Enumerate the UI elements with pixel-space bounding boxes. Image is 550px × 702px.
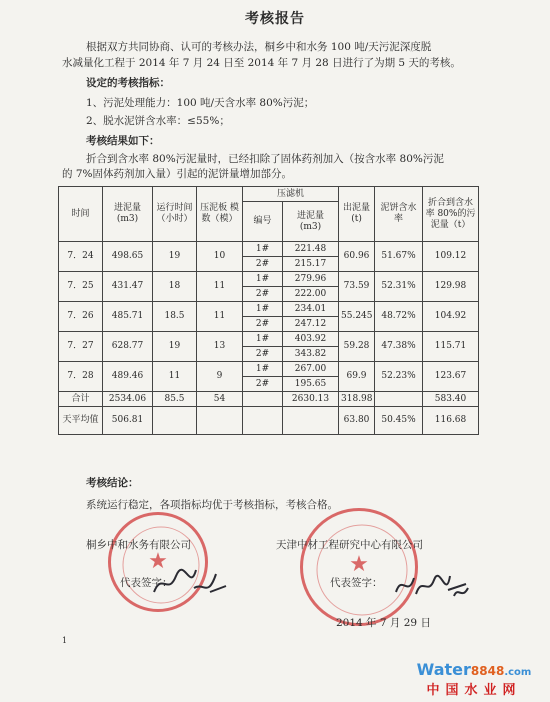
cell-press-no: 2# — [243, 257, 283, 272]
cell-press-no: 2# — [243, 317, 283, 332]
cell-total-label: 合计 — [59, 392, 103, 407]
watermark-number: 8848 — [470, 664, 505, 678]
cell-runtime: 19 — [153, 242, 197, 272]
cell-moisture: 52.31% — [375, 272, 423, 302]
conclusion-text: 系统运行稳定，各项指标均优于考核指标，考核合格。 — [86, 499, 338, 511]
table-row — [59, 242, 479, 257]
cell-average-converted: 116.68 — [423, 407, 479, 435]
cell-sludge: 489.46 — [103, 362, 153, 392]
header-moisture: 泥饼含水率 — [375, 187, 423, 242]
right-rep-label: 代表签字： — [330, 577, 383, 589]
conclusion-heading: 考核结论： — [86, 477, 139, 489]
cell-total-press-sludge: 2630.13 — [283, 392, 339, 407]
intro-line-1: 根据双方共同协商、认可的考核办法，桐乡中和水务 100 吨/天污泥深度脱 — [86, 41, 432, 53]
cell-empty — [153, 407, 197, 435]
page-number: 1 — [62, 636, 68, 645]
watermark-cn: 中国水业网 — [426, 683, 522, 698]
cell-press-sludge: 267.00 — [283, 362, 339, 377]
cell-total-converted: 583.40 — [423, 392, 479, 407]
left-signature-icon — [150, 562, 230, 602]
cell-sludge: 431.47 — [103, 272, 153, 302]
header-runtime: 运行时间（小时） — [153, 187, 197, 242]
cell-press-no: 1# — [243, 332, 283, 347]
left-party-name: 桐乡中和水务有限公司 — [86, 539, 191, 551]
watermark-brand — [408, 660, 540, 679]
cell-cake: 55.245 — [339, 302, 375, 332]
results-heading: 考核结果如下： — [86, 135, 160, 147]
cell-sludge: 498.65 — [103, 242, 153, 272]
cell-press-sludge: 234.01 — [283, 302, 339, 317]
report-title: 考核报告 — [245, 11, 305, 27]
cell-total-sludge: 2534.06 — [103, 392, 153, 407]
cell-press-sludge: 215.17 — [283, 257, 339, 272]
cell-total-plates: 54 — [197, 392, 243, 407]
cell-runtime: 11 — [153, 362, 197, 392]
cell-sludge: 485.71 — [103, 302, 153, 332]
cell-press-no: 2# — [243, 287, 283, 302]
cell-press-sludge: 221.48 — [283, 242, 339, 257]
cell-press-sludge: 343.82 — [283, 347, 339, 362]
cell-moisture: 51.67% — [375, 242, 423, 272]
header-converted: 折合到含水率 80%的污泥量（t） — [423, 187, 479, 242]
cell-average-sludge: 506.81 — [103, 407, 153, 435]
cell-total-cake: 318.98 — [339, 392, 375, 407]
cell-date: 7．27 — [59, 332, 103, 362]
cell-empty — [283, 407, 339, 435]
cell-date: 7．24 — [59, 242, 103, 272]
indicator-item-1: 1、污泥处理能力：100 吨/天含水率 80%污泥； — [86, 97, 315, 109]
indicators-heading: 设定的考核指标： — [86, 77, 170, 89]
total-row — [59, 392, 479, 407]
cell-press-sludge: 403.92 — [283, 332, 339, 347]
watermark-logo — [408, 660, 540, 698]
cell-date: 7．25 — [59, 272, 103, 302]
cell-empty — [243, 392, 283, 407]
cell-plates: 9 — [197, 362, 243, 392]
header-press-no: 编号 — [243, 202, 283, 242]
cell-press-sludge: 247.12 — [283, 317, 339, 332]
cell-empty — [243, 407, 283, 435]
cell-press-no: 1# — [243, 302, 283, 317]
average-row — [59, 407, 479, 435]
star-icon: ★ — [148, 548, 168, 574]
cell-converted: 123.67 — [423, 362, 479, 392]
table-row — [59, 362, 479, 377]
cell-cake: 73.59 — [339, 272, 375, 302]
cell-runtime: 18.5 — [153, 302, 197, 332]
assessment-table — [58, 186, 479, 435]
header-plates: 压泥板 模 数（模） — [197, 187, 243, 242]
watermark-suffix: .com — [504, 667, 532, 678]
cell-press-no: 2# — [243, 377, 283, 392]
cell-converted: 104.92 — [423, 302, 479, 332]
cell-cake: 59.28 — [339, 332, 375, 362]
table-body — [59, 242, 479, 435]
header-press: 压滤机 — [243, 187, 339, 202]
cell-press-sludge: 222.00 — [283, 287, 339, 302]
cell-press-no: 1# — [243, 272, 283, 287]
cell-average-cake: 63.80 — [339, 407, 375, 435]
table-row — [59, 332, 479, 347]
table-row — [59, 302, 479, 317]
star-icon: ★ — [349, 551, 369, 577]
cell-cake: 69.9 — [339, 362, 375, 392]
header-press-sludge: 进泥量 (m3) — [283, 202, 339, 242]
indicator-item-2: 2、脱水泥饼含水率：≤55%； — [86, 115, 230, 127]
intro-line-2: 水减量化工程于 2014 年 7 月 24 日至 2014 年 7 月 28 日进行了为期 5 天的考核。 — [62, 57, 461, 69]
results-note-2: 的 7%固体药剂加入量）引起的泥饼量增加部分。 — [62, 168, 292, 180]
cell-date: 7．28 — [59, 362, 103, 392]
cell-press-no: 1# — [243, 242, 283, 257]
cell-press-sludge: 279.96 — [283, 272, 339, 287]
cell-moisture: 52.23% — [375, 362, 423, 392]
header-cake: 出泥量(t) — [339, 187, 375, 242]
cell-date: 7．26 — [59, 302, 103, 332]
table-row — [59, 272, 479, 287]
cell-press-no: 1# — [243, 362, 283, 377]
report-date: 2014 年 7 月 29 日 — [336, 617, 431, 629]
cell-converted: 109.12 — [423, 242, 479, 272]
header-sludge: 进泥量 (m3) — [103, 187, 153, 242]
cell-plates: 10 — [197, 242, 243, 272]
cell-average-moisture: 50.45% — [375, 407, 423, 435]
header-time: 时间 — [59, 187, 103, 242]
cell-total-runtime: 85.5 — [153, 392, 197, 407]
watermark-brand-word: Water — [416, 660, 471, 679]
cell-plates: 13 — [197, 332, 243, 362]
cell-plates: 11 — [197, 302, 243, 332]
cell-sludge: 628.77 — [103, 332, 153, 362]
cell-empty — [197, 407, 243, 435]
right-party-name: 天津中材工程研究中心有限公司 — [276, 539, 423, 551]
cell-converted: 115.71 — [423, 332, 479, 362]
cell-press-no: 2# — [243, 347, 283, 362]
cell-empty — [375, 392, 423, 407]
cell-press-sludge: 195.65 — [283, 377, 339, 392]
results-note-1: 折合到含水率 80%污泥量时，已经扣除了固体药剂加入（按含水率 80%污泥 — [86, 153, 444, 165]
right-signature-icon — [392, 566, 472, 606]
cell-plates: 11 — [197, 272, 243, 302]
left-rep-label: 代表签字： — [120, 577, 173, 589]
cell-converted: 129.98 — [423, 272, 479, 302]
cell-moisture: 47.38% — [375, 332, 423, 362]
cell-cake: 60.96 — [339, 242, 375, 272]
cell-average-label: 天平均值 — [59, 407, 103, 435]
cell-runtime: 19 — [153, 332, 197, 362]
cell-runtime: 18 — [153, 272, 197, 302]
cell-moisture: 48.72% — [375, 302, 423, 332]
